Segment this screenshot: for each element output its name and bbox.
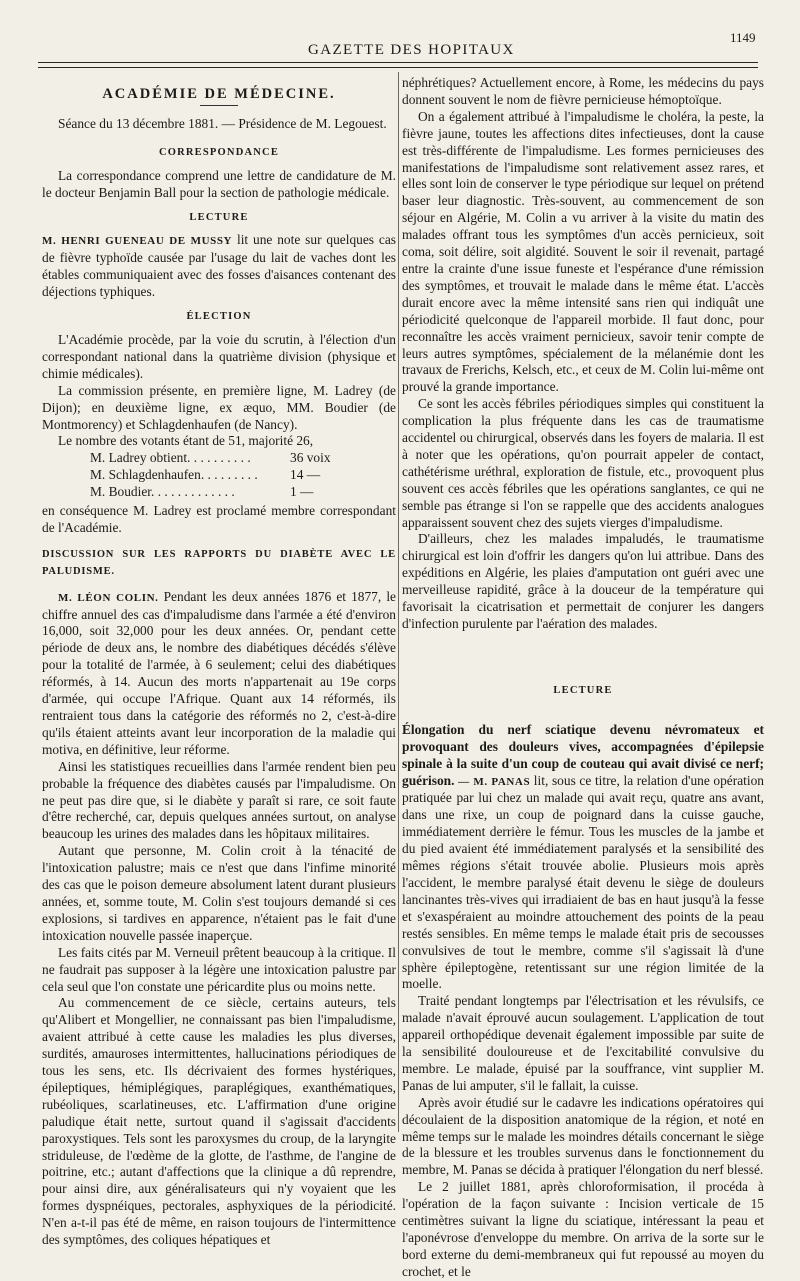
spacer xyxy=(402,633,764,675)
discussion-author: M. LÉON COLIN. xyxy=(58,591,159,604)
journal-title: GAZETTE DES HOPITAUX xyxy=(308,42,515,58)
case-paragraph-4: Le 2 juillet 1881, après chloroformisation, il procéda à l'opération de la façon suivante : Incision verticale de 15 centimètres suivant la ligne du sciatique, intéressant la peau et l'aponévrose d'enveloppe du membre. On arriva de la sorte sur le bord externe du demi-membraneux qui fut repoussé au moyen du crochet, et le xyxy=(402,1179,764,1279)
header-rule xyxy=(38,62,758,63)
right-column xyxy=(402,75,764,1281)
lecture-heading: LECTURE xyxy=(189,211,249,223)
section-title: ACADÉMIE DE MÉDECINE. xyxy=(102,86,336,102)
case-paragraph-3: Après avoir étudié sur le cadavre les indications opératoires qui découlaient de la disposition anatomique de la région, et noté en même temps sur le malade les moindres détails concernant le siège de la blessure et les troubles survenus dans le fonctionnement du membre, M. Panas se décida à pratiquer l'élongation du nerf blessé. xyxy=(402,1094,764,1178)
election-paragraph-3: Le nombre des votants étant de 51, majorité 26, xyxy=(58,433,314,449)
lecture2-heading: LECTURE xyxy=(553,684,613,696)
correspondance-heading: CORRESPONDANCE xyxy=(158,146,280,158)
session-line: Séance du 13 décembre 1881. — Présidence de M. Legouest. xyxy=(58,115,387,131)
election-heading: ÉLECTION xyxy=(186,311,252,323)
vote-row xyxy=(42,467,396,484)
page-number: 1149 xyxy=(730,30,756,45)
case-text-1: lit, sous ce titre, la relation d'une opération pratiquée par lui chez un malade qui avait reçu, quatre ans avant, dans une rixe, un coup de poignard dans la cuisse gauche, immédiatement derrière le fémur. Tous les muscles de la jambe et du pied avaient été immédiatement paralysés et la sensibilité des mêmes régions s'était trouvée abolie. Plusieurs mois après l'accident, le membre paralysé était devenu le siège de douleurs lancinantes très-vives qui irradiaient de bas en haut jusqu'à la fesse et s'exaspéraient au moindre attouchement des points de la peau restés sensibles. En même temps le malade était pris de secousses convulsives de tout le membre, comme s'il s'agissait là d'une sphère épileptogène, retentissant sur une région limitée de la moelle. xyxy=(402,772,764,992)
discussion-text-1: Pendant les deux années 1876 et 1877, le chiffre annuel des cas d'impaludisme dans l'armée a été d'environ 16,000, soit 32,000 pour les deux années. Or, pendant cette période de deux ans, le nombre des diabétiques décédés s'élève pour la totalité de l'armée, à 6 seulement; celui des diabétiques réformés, à 14. Aucun des morts n'appartenait au 19e corps d'armée, qui occupe l'Afrique. Quant aux 14 réformés, ils rentraient tous dans la catégorie des réformés no 2, c'est-à-dire qu'ils étaient atteints avant leur incorporation de la maladie qui motiva, en définitive, leur réforme. xyxy=(42,588,396,757)
discussion-paragraph-5: Au commencement de ce siècle, certains auteurs, tels qu'Alibert et Mongellier, ne connaissant pas bien l'impaludisme, avaient attribué à cette cause les maladies les plus diverses, surdités, amauroses intermittentes, hallucinations périodiques de tous les sens, etc. Ils décrivaient des formes hystériques, épileptiques, hémiplégiques, paraplégiques, exanthématiques, rubéoliques, scarlatineuses, etc. L'affirmation d'une origine paludique était nette, surtout quand il s'agissait d'accidents paroxystiques. Tels sont les paroxysmes du croup, de la laryngite striduleuse, de l'œdème de la glotte, de l'asthme, de l'angine de poitrine, etc.; autant d'affections que la clinique a dû reprendre, pour ainsi dire, aux généralisateurs qui n'y voyaient que les formes dyspnéiques, pectorales, asphyxiques de la périodicité. N'en a-t-il pas été de même, en raison toujours de l'intermittence des symptômes, des coliques hépatiques et xyxy=(42,995,396,1248)
left-column xyxy=(42,78,396,1249)
discussion-paragraph-1 xyxy=(42,589,396,759)
vote-row xyxy=(42,450,396,467)
right-paragraph-1: néphrétiques? Actuellement encore, à Rome, les médecins du pays donnent souvent le nom de fièvre pernicieuse hémoptoïque. xyxy=(402,75,764,107)
vote-row xyxy=(42,484,396,501)
vote-candidate: M. Schlagdenhaufen. . . . . . . . . xyxy=(90,467,258,483)
vote-results xyxy=(42,450,396,501)
vote-candidate: M. Ladrey obtient. . . . . . . . . . xyxy=(90,450,251,466)
vote-count: 1 — xyxy=(290,484,314,500)
election-paragraph-4: en conséquence M. Ladrey est proclamé membre correspondant de l'Académie. xyxy=(42,503,396,535)
election-paragraph-1: L'Académie procède, par la voie du scrutin, à l'élection d'un correspondant national dans la quatrième division (physique et chimie médicales). xyxy=(42,331,396,381)
lecture-paragraph xyxy=(42,232,396,301)
lecture-author: M. HENRI GUENEAU DE MUSSY xyxy=(42,235,233,248)
discussion-paragraph-4: Les faits cités par M. Verneuil prêtent beaucoup à la critique. Il ne faudrait pas supposer à la légère une intoxication palustre par cela seul que l'on constate une péricardite plus ou moins nette. xyxy=(42,944,396,994)
election-paragraph-2: La commission présente, en première ligne, M. Ladrey (de Dijon); en deuxième ligne, ex æquo, MM. Boudier (de Montmorency) et Schlagdenhaufen (de Nancy). xyxy=(42,382,396,432)
column-divider xyxy=(398,72,399,1132)
discussion-paragraph-2: Ainsi les statistiques recueillies dans l'armée rendent bien peu probable la fréquence des diabètes causés par l'impaludisme. On ne peut pas dire que, si le diabète y paraît si rare, ce soit faute d'être recherché, car, depuis quelques années surtout, on analyse beaucoup les urines des malades dans les hôpitaux militaires. xyxy=(42,758,396,842)
right-paragraph-3: Ce sont les accès fébriles périodiques simples qui constituent la complication la plus fréquente dans les cas de traumatisme accidentel ou chirurgical, observés dans les foyers de malaria. Il est à noter que les opérations, qu'on pourrait appeler de contact, cathétérisme uréthral, exploration de fistule, etc., provoquent plus souvent ces accès fébriles que les opérations sanglantes, ce qui ne semble pas étrange si l'on se rappelle que des accidents analogues apparaissent souvent chez des sujets vierges d'impaludisme. xyxy=(402,396,764,530)
vote-count: 36 voix xyxy=(290,450,331,466)
page-header xyxy=(0,0,800,70)
case-title: Élongation du nerf sciatique devenu névromateux et provoquant des douleurs vives, accompagnées d'épilepsie spinale à la suite d'un coup de couteau qui avait divisé ce nerf; guérison. xyxy=(402,721,764,788)
right-paragraph-2: On a également attribué à l'impaludisme le choléra, la peste, la fièvre jaune, toutes les affections dites infectieuses, dont la cause est très-différente de l'impaludisme. Les formes pernicieuses des manifestations de l'impaludisme sont relativement assez rares, et elles sont loin de conserver le type périodique sur lequel on prétend baser leur diagnostic. Très-souvent, au commencement de son séjour en Algérie, M. Colin a vu arriver à la visite du matin des malades offrant tous les symptômes d'un accès pernicieux, soit coma, soit délire, soit algidité. Souvent le soir il revenait, partagé entre la crainte d'une issue funeste et l'espérance d'une rémission des symptômes, et trouvait le malade dans le même état. L'accès durait encore avec la même intensité sans rien qui indiquât une périodicité quelconque de l'appareil morbide. Il faut donc, pour reconnaître les accès vraiment pernicieux, savoir tenir compte de leurs autres symptômes, spécialement de la mélanémie dont les travaux de Frerichs, Kelsch, etc., et ceux de M. Colin lui-même ont prouvé la grande importance. xyxy=(402,108,764,395)
vote-count: 14 — xyxy=(290,467,321,483)
title-rule xyxy=(200,105,238,106)
correspondance-text: La correspondance comprend une lettre de candidature de M. le docteur Benjamin Ball pour la section de pathologie médicale. xyxy=(42,167,396,200)
case-paragraph-2: Traité pendant longtemps par l'électrisation et les révulsifs, ce malade n'avait éprouvé aucun soulagement. L'application de tout appareil orthopédique devenait également impossible par suite de la sensibilité douloureuse et de l'excitabilité convulsive du membre. Le malade, épuisé par la souffrance, vint supplier M. Panas de lui amputer, s'il le fallait, la cuisse. xyxy=(402,993,764,1093)
case-author: — M. PANAS xyxy=(454,775,531,788)
lecture-text: lit une note sur quelques cas de fièvre typhoïde causée par l'usage du lait de vaches dont les étables communiquaient avec des fosses d'aisances contenant des déjections typhiques. xyxy=(42,232,396,300)
spacer xyxy=(402,706,764,716)
header-rule-thin xyxy=(38,67,758,68)
discussion-heading: DISCUSSION SUR LES RAPPORTS DU DIABÈTE AVEC LE PALUDISME. xyxy=(42,548,396,577)
discussion-paragraph-3: Autant que personne, M. Colin croit à la ténacité de l'intoxication palustre; mais ce n'est que dans l'infime minorité des cas que le poison demeure absolument latent durant plusieurs années, et, somme toute, M. Colin s'est toujours demandé si ces explosions, si tardives en apparence, n'étaient pas le fait d'une intoxication nouvelle passée inaperçue. xyxy=(42,843,396,943)
vote-candidate: M. Boudier. . . . . . . . . . . . . xyxy=(90,484,235,500)
case-paragraph xyxy=(402,722,764,994)
right-paragraph-4: D'ailleurs, chez les malades impaludés, le traumatisme chirurgical est loin d'offrir les dangers qu'on lui attribue. Dans des expéditions en Algérie, les plaies d'amputation ont guéri avec une merveilleuse rapidité, grâce à la douceur de la température qui favorisait la cicatrisation et permettait de conjurer les dangers d'infection purulente par l'aération des malades. xyxy=(402,531,764,631)
